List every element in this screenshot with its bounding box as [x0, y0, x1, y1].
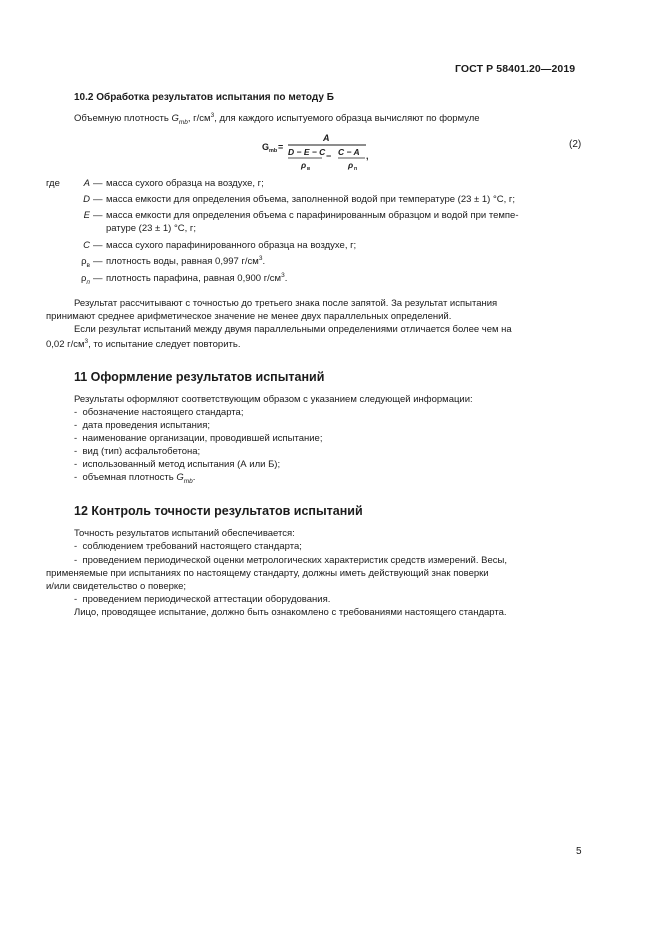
list-item: - наименование организации, проводившей испытание; — [74, 433, 323, 444]
formula-rho-p-sub: п — [354, 166, 358, 172]
formula-den-left: D − E − C — [288, 147, 326, 157]
list-item: - использованный метод испытания (А или Б); — [74, 459, 281, 470]
list-item: - вид (тип) асфальтобетона; — [74, 446, 201, 457]
para2-line2: 0,02 $г/см^3$, то испытание следует повторить. — [46, 337, 241, 350]
list-item: - проведением периодической оценки метрологических характеристик средств измерений. Весы, — [74, 555, 507, 566]
formula-number: (2) — [569, 139, 582, 150]
where-label: где — [46, 178, 60, 189]
intro-symbol: G — [171, 113, 179, 124]
section-12-closing: Лицо, проводящее испытание, должно быть ознакомлено с требованиями настоящего стандарта. — [74, 607, 507, 618]
formula-equals: = — [278, 142, 284, 152]
list-item: - соблюдением требований настоящего стандарта; — [74, 541, 302, 552]
formula-rho-w-sub: в — [307, 166, 311, 172]
standard-header: ГОСТ Р 58401.20—2019 — [455, 63, 576, 75]
formula-intro — [74, 113, 480, 125]
list-item-continuation: применяемые при испытаниях по настоящему стандарту, должны иметь действующий знак поверки — [46, 568, 489, 579]
formula-den-right: C − A — [338, 147, 360, 157]
formula-minus: − — [326, 151, 332, 161]
section-11-intro: Результаты оформляют соответствующим образом с указанием следующей информации: — [74, 394, 473, 405]
intro-text: Объемную плотность — [74, 113, 172, 124]
formula-lhs: G — [262, 142, 270, 152]
list-item: - обозначение настоящего стандарта; — [74, 407, 244, 418]
list-item: - объемная плотность $G_{mb}$. — [74, 472, 196, 485]
list-item-continuation: и/или свидетельство о поверке; — [46, 581, 187, 592]
intro-tail: , для каждого испытуемого образца вычисляют по формуле — [214, 113, 480, 124]
density-formula — [262, 131, 372, 175]
formula-numerator: A — [323, 133, 330, 143]
formula-rho-w: ρ — [301, 160, 307, 170]
intro-superscript: 3 — [210, 111, 215, 119]
section-11-title: 11 Оформление результатов испытаний — [74, 370, 325, 384]
page-number: 5 — [576, 846, 582, 857]
formula-rho-p: ρ — [348, 160, 354, 170]
list-item: - дата проведения испытания; — [74, 420, 211, 431]
list-item: - проведением периодической аттестации оборудования. — [74, 594, 331, 605]
section-12-title: 12 Контроль точности результатов испытаний — [74, 504, 363, 518]
section-10-2-title: 10.2 Обработка результатов испытания по методу Б — [74, 92, 334, 103]
document-page: ГОСТ Р 58401.20—2019 10.2 Обработка результатов испытания по методу Б Объемную плотность $G_{mb}$, $г/см^3$, для каждого испытуемого образца вычисляют по формуле G mb = A D − E − C ρ в − C − A ρ п , (2) где A — масса сухого образца на воздухе, г; D — масса емкости для определения объема, заполненной водой при температуре (23 ± 1) °С, г; E — масса емкости для определения объема с парафинированным образцом и водой при темпе- ратуре (23 ± 1) °С, г; C — масса сухого парафинированного образца на воздухе, г; $\rho_в$ — плотность воды, равная 0,997 $г/см^3$. $\rho_п$ — плотность парафина, равная 0,900 $г/см^3$. Результат рассчитывают с точностью до третьего знака после запятой. За результат испытания принимают среднее арифметическое значение не менее двух параллельных определений. Если результат испытаний между двумя параллельными определениями отличается более чем на 0,02 $г/см^3$, то испытание следует повторить. 11 Оформление результатов испытаний Результаты оформляют соответствующим образом с указанием следующей информации: - обозначение настоящего стандарта; - дата проведения испытания; - наименование организации, проводившей испытание; - вид (тип) асфальтобетона; - использованный метод испытания (А или Б); - объемная плотность $G_{mb}$. 12 Контроль точности результатов испытаний Точность результатов испытаний обеспечивается: - соблюдением требований настоящего стандарта; - проведением периодической оценки метрологических характеристик средств измерений. Весы, применяемые при испытаниях по настоящему стандарту, должны иметь действующий знак поверки и/или свидетельство о поверке; - проведением периодической аттестации оборудования. Лицо, проводящее испытание, должно быть ознакомлено с требованиями настоящего стандарта. 5 — [46, 63, 582, 857]
para2-line1: Если результат испытаний между двумя параллельными определениями отличается более чем на — [74, 324, 512, 335]
intro-subscript: mb — [178, 118, 188, 126]
section-12-intro: Точность результатов испытаний обеспечивается: — [74, 528, 295, 539]
intro-unit: , г/см — [187, 113, 211, 124]
para1-line2: принимают среднее арифметическое значение не менее двух параллельных определений. — [46, 311, 452, 322]
formula-comma: , — [366, 151, 369, 161]
formula-lhs-sub: mb — [269, 148, 278, 154]
para1-line1: Результат рассчитывают с точностью до третьего знака после запятой. За результат испытания — [74, 298, 498, 309]
